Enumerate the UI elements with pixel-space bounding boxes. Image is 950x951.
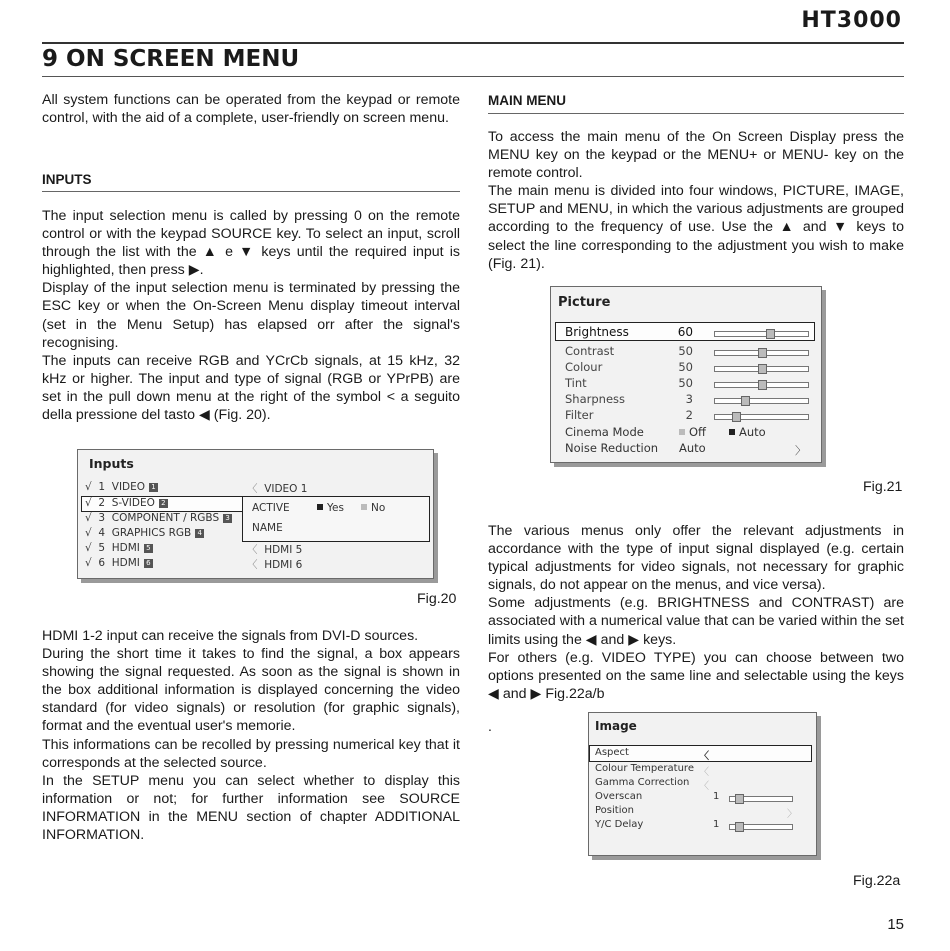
check-mark-icon: √: [85, 527, 92, 539]
input-name: HDMI: [111, 557, 140, 569]
slider-knob[interactable]: [758, 380, 767, 390]
adjustment-label: Brightness: [565, 325, 629, 339]
input-item[interactable]: [85, 542, 153, 554]
cinema-auto-option[interactable]: Auto: [729, 425, 766, 439]
inputs-paragraph-1: The input selection menu is called by pressing 0 on the remote control or with the keypad SOURCE key. To select an input, scroll through the list with the ▲ e ▼ keys until the required input is highlighted, then press ▶.: [42, 208, 460, 279]
chevron-left-icon: 〈: [247, 483, 258, 495]
adjustment-value: 2: [685, 408, 693, 422]
adjustment-slider[interactable]: [714, 366, 809, 372]
model-name: HT3000: [801, 8, 902, 33]
main-menu-paragraph-1: To access the main menu of the On Screen Display press the MENU key on the keypad or the MENU+ or MENU- key on the remote control.: [488, 129, 904, 182]
adjustment-value: 3: [685, 392, 693, 406]
input-number: 4: [98, 527, 106, 539]
noise-reduction-value: Auto: [679, 441, 706, 455]
chevron-left-icon[interactable]: 〈: [699, 767, 709, 778]
some-adjustments-paragraph: Some adjustments (e.g. BRIGHTNESS and CONTRAST) are associated with a numerical value that can be varied within the set limits using the ◀ and ▶ keys.: [488, 595, 904, 648]
page-number: 15: [887, 916, 904, 933]
hdmi-paragraph-1: HDMI 1-2 input can receive the signals from DVI-D sources.: [42, 628, 419, 644]
adjustment-value: 60: [677, 325, 693, 339]
slider-knob[interactable]: [766, 329, 775, 339]
inputs-section-title: INPUTS: [42, 172, 92, 187]
check-mark-icon: √: [85, 512, 92, 524]
header-rule: [42, 42, 904, 44]
cinema-mode-label: Cinema Mode: [565, 425, 644, 439]
adjustment-value: 50: [678, 360, 693, 374]
slider-knob[interactable]: [732, 412, 741, 422]
hdmi-paragraph-2: During the short time it takes to find the signal, a box appears showing the signal requested. As soon as the signal is shown in the box additional information is displayed concerning the video standard (for video signals) or resolution (for graphic signals), format and the eventual user's memorie.: [42, 646, 460, 735]
adjustments-text: [488, 522, 904, 703]
input-badge: 5: [144, 544, 153, 553]
overscan-value: 1: [713, 791, 720, 802]
gamma-correction-label: Gamma Correction: [595, 777, 690, 788]
adjustment-slider[interactable]: [714, 382, 809, 388]
chapter-rule: [42, 76, 904, 77]
noise-reduction-label: Noise Reduction: [565, 441, 659, 455]
inputs-osd-menu: [77, 449, 434, 579]
active-label: ACTIVE: [252, 502, 290, 514]
inputs-paragraph-3: The inputs can receive RGB and YCrCb signals, at 15 kHz, 32 kHz or higher. The input and type of signal (RGB or YPrPB) are set in the pull down menu at the right of the symbol < a seguito della pressione del tasto ◀ (Fig. 20).: [42, 352, 460, 424]
input-source-value[interactable]: [247, 557, 302, 572]
main-menu-paragraph-2: The main menu is divided into four windows, PICTURE, IMAGE, SETUP and MENU, in which the various adjustments are grouped according to the frequency of use. Use the ▲ and ▼ keys to select the line corresponding to the adjustment you wish to make (Fig. 21).: [488, 183, 904, 272]
input-name: HDMI: [111, 542, 140, 554]
off-indicator-icon: [679, 429, 685, 435]
inputs-osd-title: Inputs: [89, 456, 134, 471]
slider-knob[interactable]: [735, 794, 744, 804]
check-mark-icon: √: [85, 542, 92, 554]
check-mark-icon: √: [85, 497, 92, 509]
input-name: S-VIDEO: [111, 497, 155, 509]
input-item[interactable]: [85, 481, 158, 493]
input-item[interactable]: [85, 557, 153, 569]
slider-knob[interactable]: [758, 364, 767, 374]
input-source-value[interactable]: [247, 542, 302, 557]
name-label: NAME: [252, 522, 283, 534]
slider-knob[interactable]: [735, 822, 744, 832]
input-number: 5: [98, 542, 106, 554]
picture-osd-title: Picture: [558, 295, 611, 310]
image-osd-menu: [588, 712, 817, 856]
adjustment-label: Contrast: [565, 344, 615, 358]
input-badge: 4: [195, 529, 204, 538]
adjustment-slider[interactable]: [714, 398, 809, 404]
hdmi-text: [42, 627, 460, 844]
active-yes-option[interactable]: Yes: [317, 502, 344, 514]
yc-delay-label: Y/C Delay: [595, 819, 644, 830]
aspect-label: Aspect: [595, 747, 629, 758]
fig22a-caption: Fig.22a: [853, 873, 901, 889]
inputs-paragraph-2: Display of the input selection menu is terminated by pressing the ESC key or when the On-Screen Menu display timeout interval (set in the Menu Setup) has elapsed orr after the signal's recognising.: [42, 280, 460, 351]
picture-osd-menu: [550, 286, 822, 463]
adjustment-slider[interactable]: [714, 414, 809, 420]
input-number: 3: [98, 512, 106, 524]
active-no-option[interactable]: No: [361, 502, 385, 514]
fig20-caption: Fig.20: [417, 591, 457, 607]
adjustment-slider[interactable]: [714, 350, 809, 356]
chevron-right-icon[interactable]: 〉: [795, 444, 806, 457]
various-menus-paragraph: The various menus only offer the relevant adjustments in accordance with the type of input signal displayed (e.g. certain typical adjustments for video signals, not necessary for graphic signals, do not appear on the menus, and vice versa).: [488, 523, 904, 594]
adjustment-label: Sharpness: [565, 392, 626, 406]
cinema-off-option[interactable]: Off: [679, 425, 706, 439]
input-badge: 3: [223, 514, 232, 523]
input-badge: 1: [149, 483, 158, 492]
main-menu-section-title: MAIN MENU: [488, 93, 566, 108]
source-value-text: HDMI 5: [264, 544, 303, 556]
main-menu-text: [488, 128, 904, 273]
hdmi-paragraph-4: In the SETUP menu you can select whether to display this information or not; for further information see SOURCE INFORMATION in the MENU section of chapter ADDITIONAL INFORMATION.: [42, 772, 460, 844]
input-badge: 6: [144, 559, 153, 568]
input-name: GRAPHICS RGB: [111, 527, 192, 539]
chevron-right-icon[interactable]: 〉: [787, 809, 797, 820]
auto-indicator-icon: [729, 429, 735, 435]
position-label: Position: [595, 805, 634, 816]
others-paragraph: For others (e.g. VIDEO TYPE) you can choose between two options presented on the same line and selectable using the keys ◀ and ▶ Fig.22a/b: [488, 649, 904, 702]
input-item[interactable]: [85, 527, 204, 539]
inputs-section-rule: [42, 191, 460, 192]
overscan-label: Overscan: [595, 791, 643, 802]
chapter-title: 9 ON SCREEN MENU: [42, 46, 300, 72]
check-mark-icon: √: [85, 481, 92, 493]
fig21-caption: Fig.21: [863, 479, 903, 495]
intro-paragraph: All system functions can be operated from the keypad or remote control, with the aid of a complete, user-friendly on screen menu.: [42, 92, 460, 127]
adjustment-slider[interactable]: [714, 331, 809, 337]
slider-knob[interactable]: [741, 396, 750, 406]
yc-delay-slider[interactable]: [729, 824, 793, 830]
inputs-text: [42, 207, 460, 424]
input-options-popup: [242, 496, 430, 542]
chevron-left-icon: 〈: [247, 559, 258, 571]
input-source-value[interactable]: [247, 481, 307, 496]
input-item[interactable]: [85, 512, 232, 524]
main-menu-section-rule: [488, 113, 904, 114]
input-number: 1: [98, 481, 106, 493]
slider-knob[interactable]: [758, 348, 767, 358]
colour-temperature-label: Colour Temperature: [595, 763, 694, 774]
yes-indicator-icon: [317, 504, 323, 510]
input-name: COMPONENT / RGBS: [111, 512, 220, 524]
chevron-left-icon: 〈: [247, 544, 258, 556]
source-value-text: HDMI 6: [264, 559, 303, 571]
input-name: VIDEO: [111, 481, 146, 493]
chevron-left-icon[interactable]: 〈: [699, 781, 709, 792]
check-mark-icon: √: [85, 557, 92, 569]
hdmi-paragraph-3: This informations can be recolled by pressing numerical key that it corresponds at the selected source.: [42, 736, 460, 771]
input-badge: 2: [159, 499, 168, 508]
input-number: 6: [98, 557, 106, 569]
input-item[interactable]: [85, 497, 168, 509]
adjustment-label: Colour: [565, 360, 603, 374]
input-number: 2: [98, 497, 106, 509]
yc-delay-value: 1: [713, 819, 720, 830]
stray-dot: .: [488, 718, 492, 734]
adjustment-value: 50: [678, 376, 693, 390]
image-osd-title: Image: [595, 719, 637, 733]
adjustment-value: 50: [678, 344, 693, 358]
overscan-slider[interactable]: [729, 796, 793, 802]
source-value-text: VIDEO 1: [264, 483, 308, 495]
adjustment-label: Tint: [565, 376, 587, 390]
chevron-left-icon[interactable]: 〈: [699, 751, 709, 762]
adjustment-label: Filter: [565, 408, 594, 422]
no-indicator-icon: [361, 504, 367, 510]
